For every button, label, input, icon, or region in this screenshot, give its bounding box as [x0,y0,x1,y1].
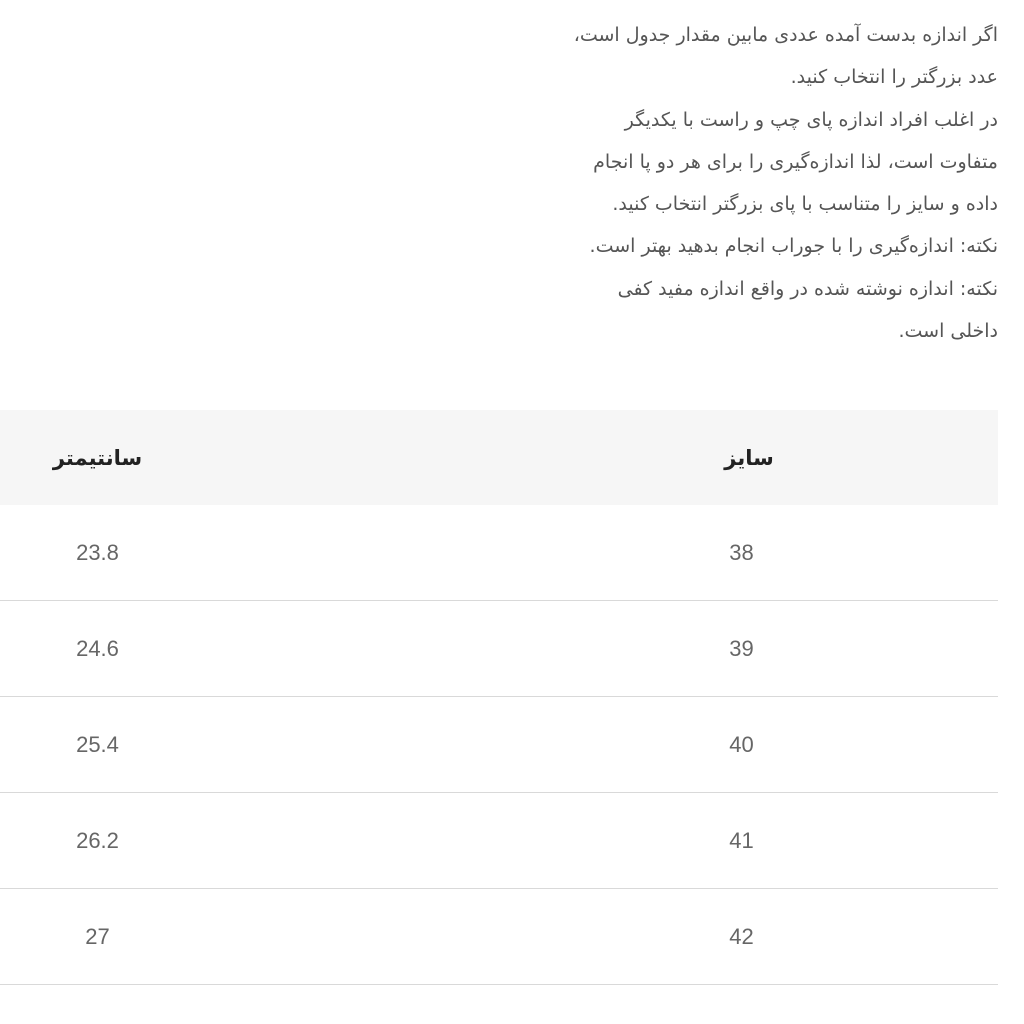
note-line: داده و سایز را متناسب با پای بزرگتر انتخاب کنید. [612,193,998,216]
table-row [0,505,998,601]
table-row [0,601,998,697]
cell-size: 41 [195,793,998,889]
cell-centimeter: 23.8 [0,505,195,601]
table-row [0,697,998,793]
note-line: متفاوت است، لذا اندازه‌گیری را برای هر دو پا انجام [593,150,998,173]
table-row [0,793,998,889]
size-table [0,410,998,985]
header-centimeter: سانتیمتر [52,445,143,470]
cell-centimeter: 24.6 [0,601,195,697]
table-header-row [0,410,998,505]
size-guide-notes [398,14,998,352]
note-line: اگر اندازه بدست آمده عددی مابین مقدار جدول است، [573,24,998,46]
note-line: نکته: اندازه‌گیری را با جوراب انجام بدهید بهتر است. [589,235,998,258]
header-size: سایز [724,445,774,470]
note-line: در اغلب افراد اندازه پای چپ و راست با یکدیگر [624,108,998,131]
cell-centimeter: 27 [0,889,195,985]
cell-size: 40 [195,697,998,793]
cell-size: 42 [195,889,998,985]
note-line: نکته: اندازه نوشته شده در واقع اندازه مفید کفی [617,277,998,300]
cell-centimeter: 26.2 [0,793,195,889]
table-row [0,889,998,985]
note-line: داخلی است. [898,320,998,343]
cell-size: 39 [195,601,998,697]
cell-size: 38 [195,505,998,601]
note-line: عدد بزرگتر را انتخاب کنید. [790,66,998,89]
cell-centimeter: 25.4 [0,697,195,793]
